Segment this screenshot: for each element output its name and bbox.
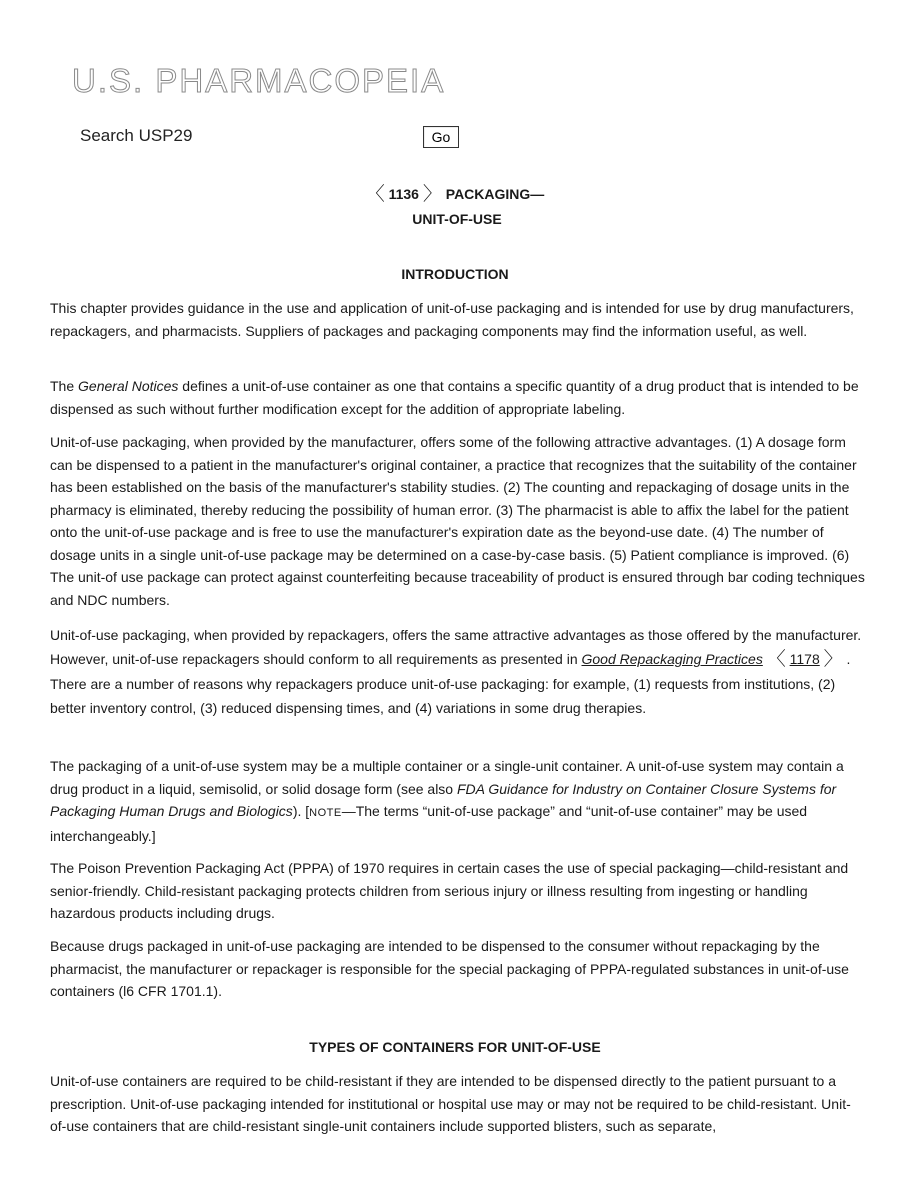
section-heading-introduction: INTRODUCTION	[401, 266, 509, 282]
text: ). [	[292, 803, 310, 819]
good-repackaging-practices-link[interactable]: Good Repackaging Practices	[581, 651, 763, 667]
usp-logo[interactable]: U.S. PHARMACOPEIA	[72, 62, 446, 99]
left-angle-bracket: 〈	[365, 184, 385, 205]
go-button[interactable]: Go	[423, 126, 459, 148]
right-angle-bracket: 〉	[823, 649, 843, 670]
search-label: Search USP29	[80, 126, 193, 145]
text: The	[50, 378, 79, 394]
fda-guidance-ref: FDA Guidance for Industry on Container Closure Systems for Packaging Human Drugs and Biologics	[50, 780, 837, 819]
text: —The terms “unit-of-use package” and “unit-of-use container” may be used interchangeably.]	[50, 803, 808, 844]
section-heading-types: TYPES OF CONTAINERS FOR UNIT-OF-USE	[309, 1039, 601, 1055]
text: Unit-of-use packaging, when provided by repackagers, offers the same attractive advantages as those offered by the manufacturer. However, unit-of-use repackagers should conform to all requirements as presented in	[50, 627, 862, 667]
paragraph	[50, 755, 865, 847]
paragraph: Unit-of-use containers are required to be child-resistant if they are intended to be dispensed directly to the patient pursuant to a prescription. Unit-of-use packaging intended for institutional or hospital use may or may not be required to be child-resistant. Unit-of-use containers that are child-resistant single-unit containers include supported blisters, such as separate,	[50, 1073, 851, 1134]
left-angle-bracket: 〈	[766, 649, 786, 670]
paragraph: Unit-of-use packaging, when provided by the manufacturer, offers some of the following attractive advantages. (1) A dosage form can be dispensed to a patient in the manufacturer's original container, a practice that recognizes that the suitability of the container has been established on the basis of the manufacturer's stability studies. (2) The counting and repackaging of dosage units in the pharmacy is eliminated, thereby reducing the possibility of human error. (3) The pharmacist is able to affix the label for the patient onto the unit-of-use package and is free to use the manufacturer's expiration date as the beyond-use date. (4) The number of dosage units in a single unit-of-use package may be determined on a case-by-case basis. (5) Patient compliance is improved. (6) The unit-of use package can protect against counterfeiting because traceability of product is ensured through bar coding techniques and NDC numbers.	[50, 434, 865, 608]
right-angle-bracket: 〉	[422, 184, 442, 205]
text: . There are a number of reasons why repackagers produce unit-of-use packaging: for example, (1) requests from institutions, (2) better inventory control, (3) reduced dispensing times, and (4) variations in some drug therapies.	[50, 651, 851, 716]
paragraph: The Poison Prevention Packaging Act (PPPA) of 1970 requires in certain cases the use of special packaging—child-resistant and senior-friendly. Child-resistant packaging protects children from serious injury or illness resulting from ingesting or handling hazardous products including drugs.	[50, 860, 849, 921]
paragraph	[50, 375, 865, 420]
text: defines a unit-of-use container as one that contains a specific quantity of a drug product that is intended to be dispensed as such without further modification except for the addition of appropriate labeling.	[50, 378, 859, 417]
chapter-title	[0, 182, 910, 232]
chapter-number: 1136	[388, 186, 419, 202]
paragraph: Because drugs packaged in unit-of-use packaging are intended to be dispensed to the consumer without repackaging by the pharmacist, the manufacturer or repackager is responsible for the special packaging of PPPA-regulated substances in unit-of-use containers (l6 CFR 1701.1).	[50, 938, 849, 999]
paragraph: This chapter provides guidance in the use and application of unit-of-use packaging and is intended for use by drug manufacturers, repackagers, and pharmacists. Suppliers of packages and packaging components may find the information useful, as well.	[50, 300, 854, 339]
general-notices-ref: General Notices	[78, 378, 179, 394]
paragraph	[50, 623, 865, 720]
text: The packaging of a unit-of-use system may be a multiple container or a single-unit container. A unit-of-use system may contain a drug product in a liquid, semisolid, or solid dosage form (see also	[50, 758, 844, 797]
chapter-title-line1: PACKAGING—	[445, 186, 545, 202]
chapter-1178-link[interactable]: 1178	[789, 651, 820, 667]
chapter-title-line2: UNIT-OF-USE	[412, 211, 502, 227]
note-label: NOTE	[309, 807, 342, 819]
